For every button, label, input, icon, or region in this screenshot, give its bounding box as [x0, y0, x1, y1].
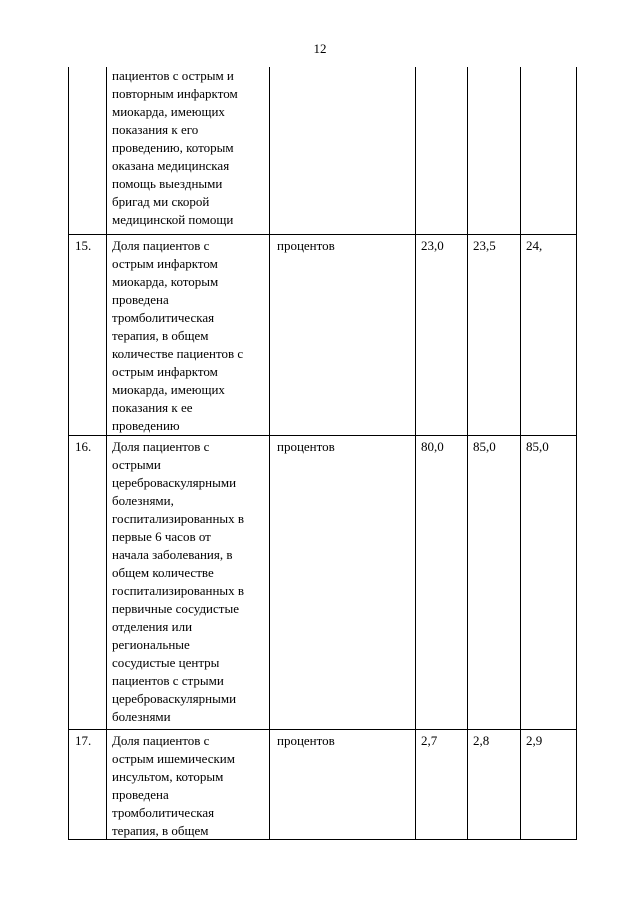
- description-line: показания к ее: [112, 399, 193, 415]
- description-line: оказана медицинская: [112, 158, 230, 173]
- description-line: миокарда, имеющих: [112, 381, 225, 397]
- row-number-cell: 17.: [69, 729, 107, 840]
- description-line: тромболитическая: [112, 309, 215, 325]
- description-line: начала заболевания, в: [112, 546, 233, 562]
- description-line: Доля пациентов с: [112, 237, 210, 253]
- description-line: миокарда, имеющих: [112, 104, 225, 119]
- description-line: общем количестве: [112, 564, 214, 580]
- description-line: острыми: [112, 456, 161, 472]
- description-line: проведена: [112, 786, 169, 802]
- row-value-1-cell: 23,0: [416, 234, 468, 435]
- row-description-cell: [107, 234, 270, 435]
- row-value-3-cell: 24,: [521, 234, 577, 435]
- description-line: проведена: [112, 291, 169, 307]
- description-line: количестве пациентов с: [112, 345, 244, 361]
- table-row: [69, 729, 577, 840]
- page-number: 12: [313, 41, 327, 56]
- row-unit-cell: процентов: [270, 435, 416, 729]
- row-value-1-cell: 2,7: [416, 729, 468, 840]
- row-value-2-cell: [468, 67, 521, 234]
- description-line: проведению: [112, 417, 180, 433]
- row-description-cell: [107, 67, 270, 234]
- description-line: острым инфарктом: [112, 363, 218, 379]
- description-line: Доля пациентов с: [112, 732, 210, 748]
- description-line: болезнями: [112, 708, 171, 724]
- description-line: сосудистые центры: [112, 654, 220, 670]
- description-line: тромболитическая: [112, 804, 215, 820]
- page-bottom-rule: [68, 839, 577, 840]
- row-value-2-cell: 85,0: [468, 435, 521, 729]
- row-value-2-cell: 2,8: [468, 729, 521, 840]
- description-line: цереброваскулярными: [112, 474, 237, 490]
- row-value-2-cell: 23,5: [468, 234, 521, 435]
- description-line: миокарда, которым: [112, 273, 219, 289]
- description-line: госпитализированных в: [112, 582, 245, 598]
- row-number-cell: 15.: [69, 234, 107, 435]
- indicators-table: [68, 67, 577, 840]
- description-line: показания к его: [112, 122, 199, 137]
- description-line: бригад ми скорой: [112, 194, 210, 209]
- row-value-3-cell: 2,9: [521, 729, 577, 840]
- description-line: терапия, в общем: [112, 327, 209, 343]
- description-line: Доля пациентов с: [112, 438, 210, 454]
- description-line: проведению, которым: [112, 140, 234, 155]
- row-value-1-cell: 80,0: [416, 435, 468, 729]
- table-row: [69, 234, 577, 435]
- description-line: болезнями,: [112, 492, 174, 508]
- description-line: помощь выездными: [112, 176, 223, 191]
- description-line: острым ишемическим: [112, 750, 235, 766]
- description-line: региональные: [112, 636, 190, 652]
- description-line: острым инфарктом: [112, 255, 218, 271]
- description-line: терапия, в общем: [112, 822, 209, 838]
- description-line: пациентов с стрыми: [112, 672, 224, 688]
- description-line: инсультом, которым: [112, 768, 224, 784]
- description-line: пациентов с острым и: [112, 68, 234, 83]
- description-line: медицинской помощи: [112, 212, 234, 227]
- table-row: [69, 67, 577, 234]
- row-unit-cell: [270, 67, 416, 234]
- row-number-cell: 16.: [69, 435, 107, 729]
- description-line: госпитализированных в: [112, 510, 245, 526]
- row-number-cell: [69, 67, 107, 234]
- description-line: первичные сосудистые: [112, 600, 239, 616]
- row-value-3-cell: [521, 67, 577, 234]
- row-value-3-cell: 85,0: [521, 435, 577, 729]
- description-line: первые 6 часов от: [112, 528, 211, 544]
- description-line: отделения или: [112, 618, 193, 634]
- row-value-1-cell: [416, 67, 468, 234]
- table-row: [69, 435, 577, 729]
- row-unit-cell: процентов: [270, 234, 416, 435]
- row-description-cell: [107, 435, 270, 729]
- row-description-cell: [107, 729, 270, 840]
- row-unit-cell: процентов: [270, 729, 416, 840]
- description-line: цереброваскулярными: [112, 690, 237, 706]
- description-line: повторным инфарктом: [112, 86, 238, 101]
